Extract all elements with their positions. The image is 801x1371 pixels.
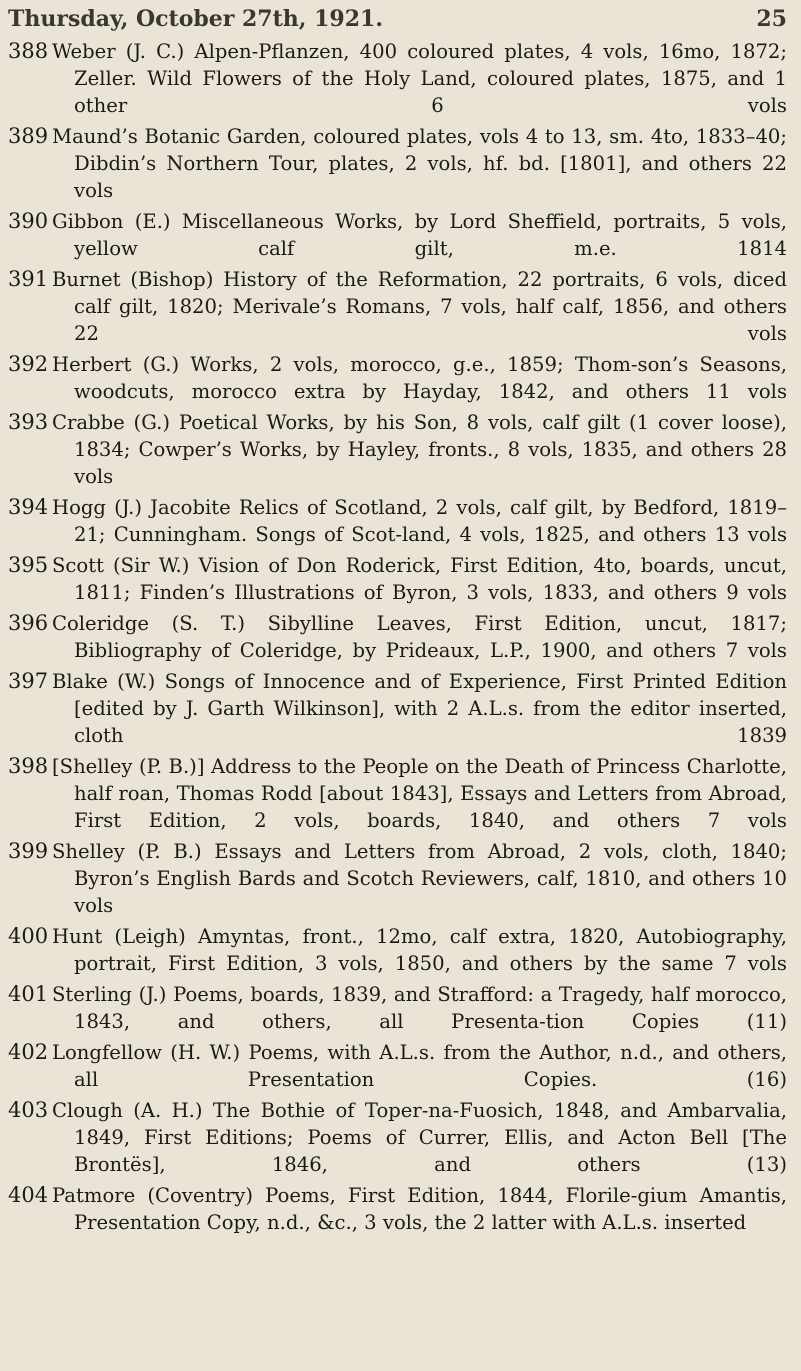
lot-number: 391 — [8, 267, 49, 291]
page-header — [0, 6, 787, 32]
lot-description: Gibbon (E.) Miscellaneous Works, by Lord Sheffield, portraits, 5 vols, yellow calf gilt, m.e. 1814 — [52, 210, 787, 260]
lot-list — [0, 38, 787, 1236]
lot-entry — [0, 266, 787, 347]
lot-description: Coleridge (S. T.) Sibylline Leaves, First Edition, uncut, 1817; Bibliography of Coleridge, by Prideaux, L.P., 1900, and others 7 vols — [52, 612, 787, 662]
lot-number: 393 — [8, 410, 49, 434]
lot-number: 390 — [8, 209, 49, 233]
lot-entry — [0, 208, 787, 262]
lot-number: 401 — [8, 982, 49, 1006]
lot-entry — [0, 1097, 787, 1178]
lot-description: Herbert (G.) Works, 2 vols, morocco, g.e., 1859; Thom-son’s Seasons, woodcuts, morocco extra by Hayday, 1842, and others 11 vols — [52, 353, 787, 403]
lot-description: Clough (A. H.) The Bothie of Toper-na-Fuosich, 1848, and Ambarvalia, 1849, First Editions; Poems of Currer, Ellis, and Acton Bell [The Brontës], 1846, and others (13) — [52, 1099, 787, 1176]
lot-entry — [0, 981, 787, 1035]
lot-number: 397 — [8, 669, 49, 693]
lot-number: 404 — [8, 1183, 49, 1207]
lot-description: Scott (Sir W.) Vision of Don Roderick, First Edition, 4to, boards, uncut, 1811; Finden’s Illustrations of Byron, 3 vols, 1833, and others 9 vols — [52, 554, 787, 604]
lot-number: 396 — [8, 611, 49, 635]
page-number: 25 — [756, 6, 787, 32]
lot-number: 400 — [8, 924, 49, 948]
lot-entry — [0, 610, 787, 664]
lot-number: 389 — [8, 124, 49, 148]
lot-description: Sterling (J.) Poems, boards, 1839, and Strafford: a Tragedy, half morocco, 1843, and others, all Presenta-tion Copies (11) — [52, 983, 787, 1033]
lot-description: Longfellow (H. W.) Poems, with A.L.s. from the Author, n.d., and others, all Presentation Copies. (16) — [52, 1041, 787, 1091]
lot-entry — [0, 668, 787, 749]
lot-number: 398 — [8, 754, 49, 778]
lot-description: Weber (J. C.) Alpen-Pflanzen, 400 coloured plates, 4 vols, 16mo, 1872; Zeller. Wild Flowers of the Holy Land, coloured plates, 1875, and 1 other 6 vols — [52, 40, 787, 117]
lot-entry — [0, 1039, 787, 1093]
lot-entry — [0, 123, 787, 204]
lot-entry — [0, 923, 787, 977]
lot-description: Hunt (Leigh) Amyntas, front., 12mo, calf extra, 1820, Autobiography, portrait, First Edition, 3 vols, 1850, and others by the same 7 vols — [52, 925, 787, 975]
page-date: Thursday, October 27th, 1921. — [8, 6, 383, 32]
lot-entry — [0, 38, 787, 119]
lot-number: 402 — [8, 1040, 49, 1064]
lot-number: 388 — [8, 39, 49, 63]
lot-number: 394 — [8, 495, 49, 519]
lot-number: 403 — [8, 1098, 49, 1122]
lot-entry — [0, 753, 787, 834]
lot-description: Shelley (P. B.) Essays and Letters from Abroad, 2 vols, cloth, 1840; Byron’s English Bards and Scotch Reviewers, calf, 1810, and others 10 vols — [52, 840, 787, 917]
lot-description: [Shelley (P. B.)] Address to the People on the Death of Princess Charlotte, half roan, Thomas Rodd [about 1843], Essays and Letters from Abroad, First Edition, 2 vols, boards, 1840, and others 7 vols — [52, 755, 787, 832]
lot-number: 392 — [8, 352, 49, 376]
lot-entry — [0, 552, 787, 606]
lot-description: Blake (W.) Songs of Innocence and of Experience, First Printed Edition [edited by J. Garth Wilkinson], with 2 A.L.s. from the editor inserted, cloth 1839 — [52, 670, 787, 747]
lot-entry — [0, 409, 787, 490]
lot-entry — [0, 1182, 787, 1236]
lot-number: 399 — [8, 839, 49, 863]
lot-number: 395 — [8, 553, 49, 577]
lot-description: Maund’s Botanic Garden, coloured plates, vols 4 to 13, sm. 4to, 1833–40; Dibdin’s Northern Tour, plates, 2 vols, hf. bd. [1801], and others 22 vols — [52, 125, 787, 202]
lot-entry — [0, 351, 787, 405]
lot-description: Patmore (Coventry) Poems, First Edition, 1844, Florile-gium Amantis, Presentation Copy, n.d., &c., 3 vols, the 2 latter with A.L.s. inserted — [52, 1184, 787, 1234]
lot-description: Crabbe (G.) Poetical Works, by his Son, 8 vols, calf gilt (1 cover loose), 1834; Cowper’s Works, by Hayley, fronts., 8 vols, 1835, and others 28 vols — [52, 411, 787, 488]
lot-description: Hogg (J.) Jacobite Relics of Scotland, 2 vols, calf gilt, by Bedford, 1819–21; Cunningham. Songs of Scot-land, 4 vols, 1825, and others 13 vols — [52, 496, 787, 546]
lot-entry — [0, 838, 787, 919]
lot-description: Burnet (Bishop) History of the Reformation, 22 portraits, 6 vols, diced calf gilt, 1820; Merivale’s Romans, 7 vols, half calf, 1856, and others 22 vols — [52, 268, 787, 345]
lot-entry — [0, 494, 787, 548]
